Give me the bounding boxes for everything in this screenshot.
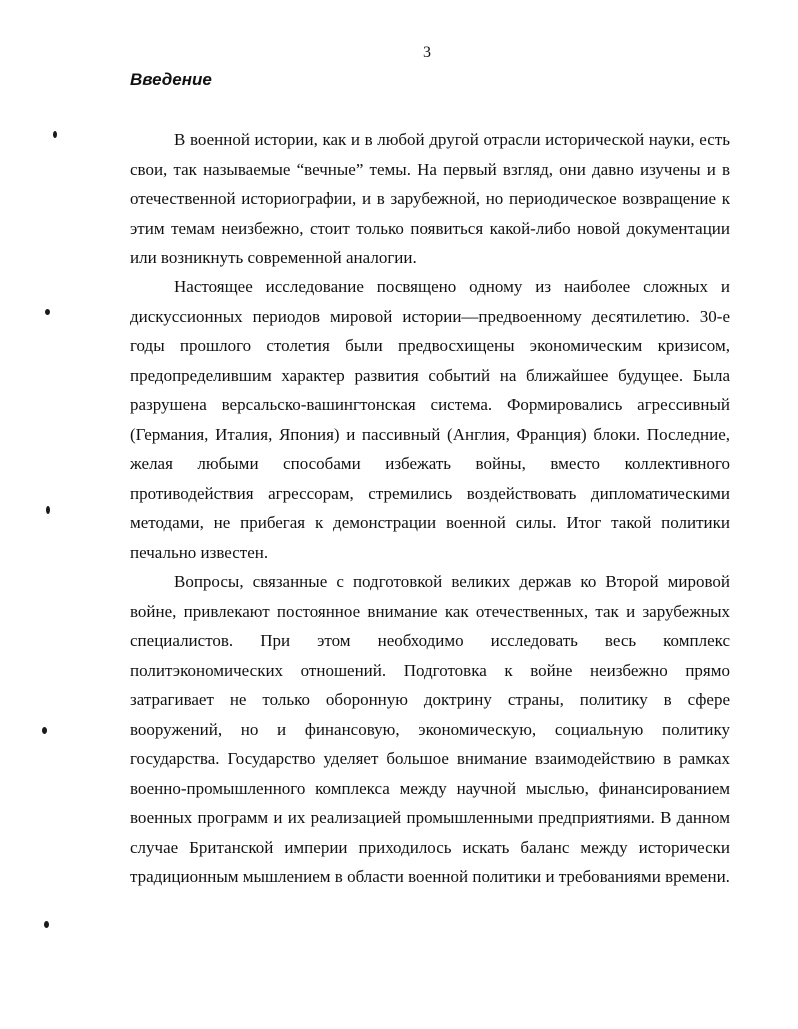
paragraph-2: Настоящее исследование посвящено одному из наиболее сложных и дискуссионных периодов мировой истории—предвоенному десятилетию. 30-е годы прошлого столетия были предвосхищены экономическим кризисом, предопределившим характер развития событий на ближайшее будущее. Была разрушена версальско-вашингтонская система. Формировались агрессивный (Германия, Италия, Япония) и пассивный (Англия, Франция) блоки. Последние, желая любыми способами избежать войны, вместо коллективного противодействия агрессорам, стремились воздействовать дипломатическими методами, не прибегая к демонстрации военной силы. Итог такой политики печально известен. (130, 277, 730, 562)
paragraph-1-block (130, 125, 730, 273)
scan-speck-mark (42, 727, 47, 734)
scan-speck-mark (44, 921, 49, 928)
paragraph-2-block (130, 272, 730, 567)
scan-speck-mark (46, 506, 50, 514)
section-heading: Введение (130, 70, 212, 89)
paragraph-1: В военной истории, как и в любой другой отрасли исторической науки, есть свои, так называемые “вечные” темы. На первый взгляд, они давно изучены и в отечественной историографии, и в зарубежной, но периодическое возвращение к этим темам неизбежно, стоит только появиться какой-либо новой документации или возникнуть современной аналогии. (130, 130, 730, 267)
paragraph-3-block (130, 567, 730, 892)
scan-speck-mark (53, 131, 57, 138)
paragraph-3: Вопросы, связанные с подготовкой великих держав ко Второй мировой войне, привлекают постоянное внимание как отечественных, так и зарубежных специалистов. При этом необходимо исследовать весь комплекс политэкономических отношений. Подготовка к войне неизбежно прямо затрагивает не только оборонную доктрину страны, политику в сфере вооружений, но и финансовую, экономическую, социальную политику государства. Государство уделяет большое внимание взаимодействию в рамках военно-промышленного комплекса между научной мыслью, финансированием военных программ и их реализацией промышленными предприятиями. В данном случае Британской империи приходилось искать баланс между исторически традиционным мышлением в области военной политики и требованиями времени. (130, 572, 730, 886)
page-number: 3 (423, 44, 431, 61)
scan-speck-mark (45, 309, 50, 315)
